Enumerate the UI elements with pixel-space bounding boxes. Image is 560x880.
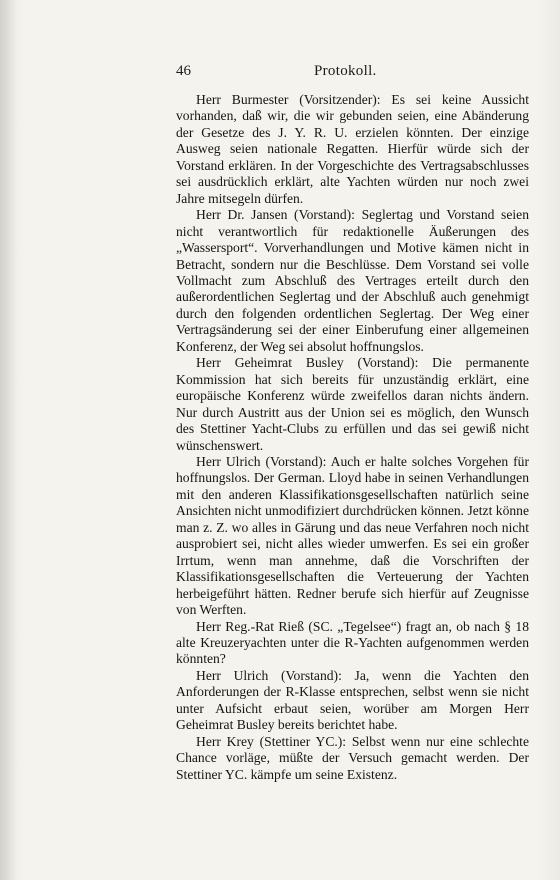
page-number: 46 (176, 63, 191, 79)
paragraph-ulrich-1: Herr Ulrich (Vorstand): Auch er halte solches Vorgehen für hoffnungslos. Der German. Lloyd habe in seinen Verhandlungen mit den anderen Klassifikationsgesellschaften natürlich seine Ansichten nicht unmodifiziert durchdrücken können. Jetzt könne man z. Z. wo alles in Gärung und das neue Verfahren noch nicht ausprobiert sei, nicht alles wieder umwerfen. Es sei ein großer Irrtum, wenn man annehme, daß die Vorschriften der Klassifikationsgesellschaften die Verteuerung der Yachten herbeigeführt hätten. Redner berufe sich hierfür auf Zeugnisse von Werften. (176, 453, 529, 618)
paragraph-burmester: Herr Burmester (Vorsitzender): Es sei keine Aussicht vorhanden, daß wir, die wir gebunden seien, eine Abänderung der Gesetze des J. Y. R. U. erzielen könnten. Der einzige Ausweg seien nationale Regatten. Hierfür würde sich der Vorstand erklären. In der Vorgeschichte des Vertragsabschlusses sei ausdrücklich erklärt, alte Yachten würden nur noch zwei Jahre mitsegeln dürfen. (176, 92, 529, 206)
protocol-text (176, 92, 529, 783)
paragraph-jansen: Herr Dr. Jansen (Vorstand): Seglertag und Vorstand seien nicht verantwortlich für redaktionelle Äußerungen des „Wassersport“. Vorverhandlungen und Motive kämen nicht in Betracht, sondern nur die Beschlüsse. Dem Vorstand sei volle Vollmacht zum Abschluß des Vertrages erteilt durch den außerordentlichen Seglertag und der Abschluß auch genehmigt durch den folgenden ordentlichen Seglertag. Der Weg einer Vertragsänderung sei der einer Einberufung einer allgemeinen Konferenz, der Weg sei absolut hoffnungslos. (176, 207, 529, 354)
running-head: Protokoll. (314, 63, 377, 79)
paragraph-krey: Herr Krey (Stettiner YC.): Selbst wenn nur eine schlechte Chance vorläge, müßte der Versuch gemacht werden. Der Stettiner YC. kämpfe um seine Existenz. (176, 733, 529, 782)
paragraph-riess: Herr Reg.-Rat Rieß (SC. „Tegelsee“) fragt an, ob nach § 18 alte Kreuzeryachten unter die R-Yachten aufgenommen werden könnten? (176, 618, 529, 667)
binding-shadow (0, 0, 18, 880)
page-header (176, 63, 537, 83)
paragraph-ulrich-2: Herr Ulrich (Vorstand): Ja, wenn die Yachten den Anforderungen der R-Klasse entsprechen, selbst wenn sie nicht unter Aufsicht erbaut seien, worüber am Morgen Herr Geheimrat Busley bereits berichtet habe. (176, 667, 529, 733)
paragraph-busley: Herr Geheimrat Busley (Vorstand): Die permanente Kommission hat sich bereits für unzuständig erklärt, eine europäische Konferenz würde zweifellos daran nichts ändern. Nur durch Austritt aus der Union sei es möglich, den Wunsch des Stettiner Yacht-Clubs zu erfüllen und das sei gewiß nicht wünschenswert. (176, 355, 529, 453)
